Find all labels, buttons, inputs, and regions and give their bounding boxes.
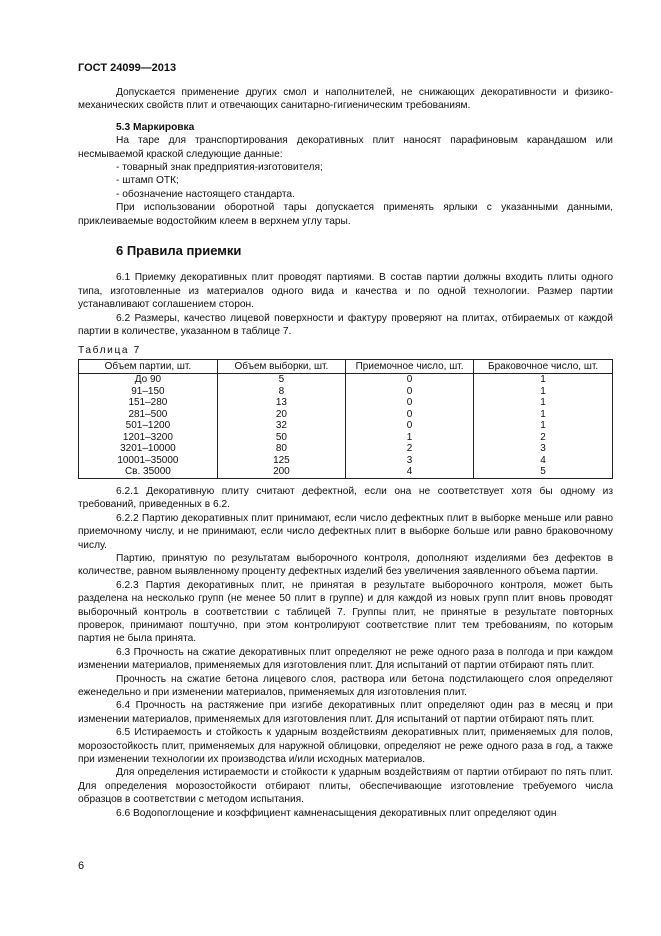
page-body xyxy=(78,86,613,820)
paragraph-6-4: 6.4 Прочность на растяжение при изгибе декоративных плит определяют один раз в месяц и при изменении материалов, применяемых для изготовления плит. Для испытаний от партии отбирают пять плит. xyxy=(78,700,613,725)
table-row xyxy=(79,409,613,421)
table-cell: 8 xyxy=(217,386,345,398)
table-cell: 50 xyxy=(217,432,345,444)
table-cell: 3 xyxy=(345,455,473,467)
list-item: - обозначение настоящего стандарта. xyxy=(116,188,295,200)
table-row xyxy=(79,374,613,386)
table-row xyxy=(79,397,613,409)
section-5-3-paragraph: На таре для транспортирования декоративных плит наносят парафиновым карандашом или несмываемой краской следующие данные: xyxy=(78,135,613,160)
table-cell: 3201–10000 xyxy=(79,443,218,455)
table-cell: 13 xyxy=(217,397,345,409)
table-cell: 1201–3200 xyxy=(79,432,218,444)
table-cell: 1 xyxy=(474,386,613,398)
table-cell: 1 xyxy=(474,397,613,409)
paragraph-abrasion: Для определения истираемости и стойкости к ударным воздействиям от партии отбирают по пять плит. Для определения морозостойкости отбирают плиты, обеспечивающие изготовление требуемого числа образцов в соответствии с методом испытания. xyxy=(78,767,613,806)
document-header: ГОСТ 24099—2013 xyxy=(78,62,177,74)
table-cell: 1 xyxy=(474,409,613,421)
table-cell: 5 xyxy=(217,374,345,386)
table-header-cell: Браковочное число, шт. xyxy=(474,359,613,374)
table-row xyxy=(79,386,613,398)
table-cell: 0 xyxy=(345,397,473,409)
table-cell: 0 xyxy=(345,374,473,386)
table-cell: 0 xyxy=(345,386,473,398)
paragraph-6-5: 6.5 Истираемость и стойкость к ударным воздействиям декоративных плит, применяемых для полов, морозостойкость плит, применяемых для наружной облицовки, определяют не реже одного раза в год, а также при изменении технологии их производства и/или исходных материалов. xyxy=(78,727,613,766)
table-cell: 4 xyxy=(345,466,473,478)
paragraph-6-2-2: 6.2.2 Партию декоративных плит принимают, если число дефектных плит в выборке меньше или равно приемочному числу, и не принимают, если число дефектных плит в выборке больше или равно браковочному числу. xyxy=(78,512,613,551)
table-row xyxy=(79,466,613,478)
paragraph-6-1: 6.1 Приемку декоративных плит проводят партиями. В состав партии должны входить плиты одного типа, изготовленные из материалов одного вида и качества и по одной технологии. Размер партии устанавливают соглашением сторон. xyxy=(78,272,613,311)
section-5-3-paragraph-2: При использовании оборотной тары допускается применять ярлыки с указанными данными, приклеиваемые водостойким клеем в верхнем углу тары. xyxy=(78,202,613,227)
paragraph-concrete: Прочность на сжатие бетона лицевого слоя, раствора или бетона подстилающего слоя определяют еженедельно и при изменении материалов, применяемых для изготовления плит. xyxy=(78,673,613,698)
table-header-row xyxy=(79,359,613,374)
table-cell: 2 xyxy=(345,443,473,455)
table-cell: 151–280 xyxy=(79,397,218,409)
table-cell: 91–150 xyxy=(79,386,218,398)
table-cell: 5 xyxy=(474,466,613,478)
section-6-title: 6 Правила приемки xyxy=(116,243,242,259)
table-cell: 80 xyxy=(217,443,345,455)
table-cell: 200 xyxy=(217,466,345,478)
table-cell: 281–500 xyxy=(79,409,218,421)
table-cell: 1 xyxy=(474,374,613,386)
table-cell: 4 xyxy=(474,455,613,467)
section-5-3-title: 5.3 Маркировка xyxy=(116,121,195,133)
table-caption: Таблица 7 xyxy=(78,344,141,356)
table-row xyxy=(79,420,613,432)
list-item: - штамп ОТК; xyxy=(116,175,179,187)
table-cell: До 90 xyxy=(79,374,218,386)
table-cell: 1 xyxy=(345,432,473,444)
paragraph-6-3: 6.3 Прочность на сжатие декоративных плит определяют не реже одного раза в полгода и при каждом изменении материалов, применяемых для изготовления плит. Для испытаний от партии отбирают пять плит. xyxy=(78,646,613,672)
intro-paragraph: Допускается применение других смол и наполнителей, не снижающих декоративности и физико-механических свойств плит и отвечающих санитарно-гигиеническим требованиям. xyxy=(78,87,613,112)
table-cell: 501–1200 xyxy=(79,420,218,432)
page-number: 6 xyxy=(78,860,85,872)
table-row xyxy=(79,455,613,467)
table-cell: 125 xyxy=(217,455,345,467)
table-cell: 0 xyxy=(345,420,473,432)
table-cell: 32 xyxy=(217,420,345,432)
table-cell: 0 xyxy=(345,409,473,421)
table-row xyxy=(79,443,613,455)
table-header-cell: Объем партии, шт. xyxy=(79,359,218,374)
table-cell: 20 xyxy=(217,409,345,421)
table-row xyxy=(79,432,613,444)
table-header-cell: Приемочное число, шт. xyxy=(345,359,473,374)
paragraph-6-2-1: 6.2.1 Декоративную плиту считают дефектной, если она не соответствует хотя бы одному из требований, приведенных в 6.2. xyxy=(78,485,613,511)
table-header-cell: Объем выборки, шт. xyxy=(217,359,345,374)
paragraph-6-2-3: 6.2.3 Партия декоративных плит, не принятая в результате выборочного контроля, может быть разделена на несколько групп (не менее 50 плит в группе) и для каждой из новых групп плит вновь проводят выборочный контроль в соответствии с таблицей 7. Группы плит, не принятые в результате повторных проверок, принимают поштучно, при этом контролируют соответствие плит тем требованиям, по которым партия не была принята. xyxy=(78,579,613,645)
paragraph-6-6: 6.6 Водопоглощение и коэффициент камненасыщения декоративных плит определяют один xyxy=(116,807,557,819)
table-cell: 1 xyxy=(474,420,613,432)
table-cell: 2 xyxy=(474,432,613,444)
sampling-table xyxy=(78,359,613,479)
table-cell: 3 xyxy=(474,443,613,455)
paragraph-6-2: 6.2 Размеры, качество лицевой поверхности и фактуру проверяют на плитах, отбираемых от каждой партии в количестве, указанном в таблице 7. xyxy=(78,312,613,338)
table-cell: 10001–35000 xyxy=(79,455,218,467)
paragraph-party: Партию, принятую по результатам выборочного контроля, дополняют изделиями без дефектов в количестве, равном выявленному проценту дефектных изделий без увеличения заявленного объема партии. xyxy=(78,552,613,578)
list-item: - товарный знак предприятия-изготовителя; xyxy=(116,162,323,174)
table-cell: Св. 35000 xyxy=(79,466,218,478)
